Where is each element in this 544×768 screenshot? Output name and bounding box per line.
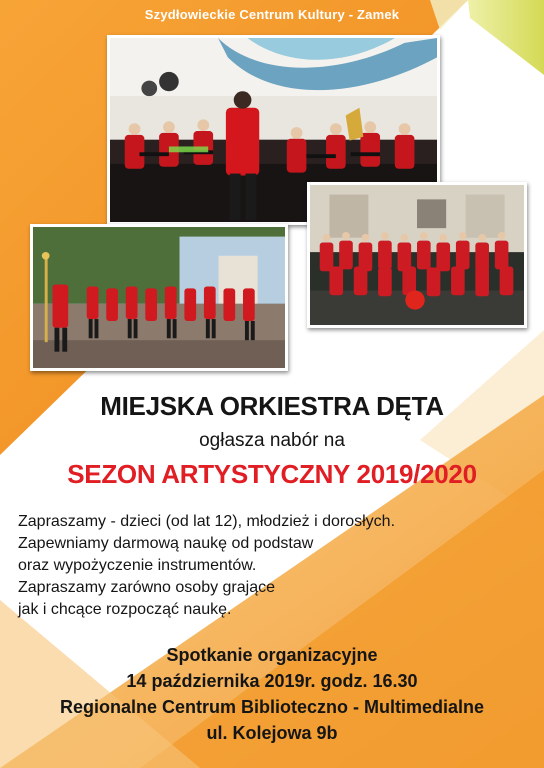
invitation-line: oraz wypożyczenie instrumentów. xyxy=(18,557,257,574)
meeting-info xyxy=(0,642,544,746)
invitation-line: Zapewniamy darmową naukę od podstaw xyxy=(18,535,314,552)
invitation-line: Zapraszamy - dzieci (od lat 12), młodzież i dorosłych. xyxy=(18,513,396,530)
marching-band-photo xyxy=(30,224,288,371)
meeting-venue: Regionalne Centrum Biblioteczno - Multimedialne xyxy=(59,697,485,717)
invitation-text xyxy=(18,511,498,621)
meeting-heading: Spotkanie organizacyjne xyxy=(166,645,378,665)
announcement-subtitle: ogłasza nabór na xyxy=(199,430,345,451)
invitation-line: Zapraszamy zarówno osoby grające xyxy=(18,579,276,596)
season-title: SEZON ARTYSTYCZNY 2019/2020 xyxy=(67,459,477,489)
invitation-line: jak i chcące rozpocząć naukę. xyxy=(18,601,232,618)
orchestra-title: MIEJSKA ORKIESTRA DĘTA xyxy=(100,391,444,421)
orchestra-group-photo xyxy=(307,182,527,328)
meeting-address: ul. Kolejowa 9b xyxy=(206,723,338,743)
organizer-name: Szydłowieckie Centrum Kultury - Zamek xyxy=(144,7,400,22)
meeting-date: 14 października 2019r. godz. 16.30 xyxy=(126,671,418,691)
